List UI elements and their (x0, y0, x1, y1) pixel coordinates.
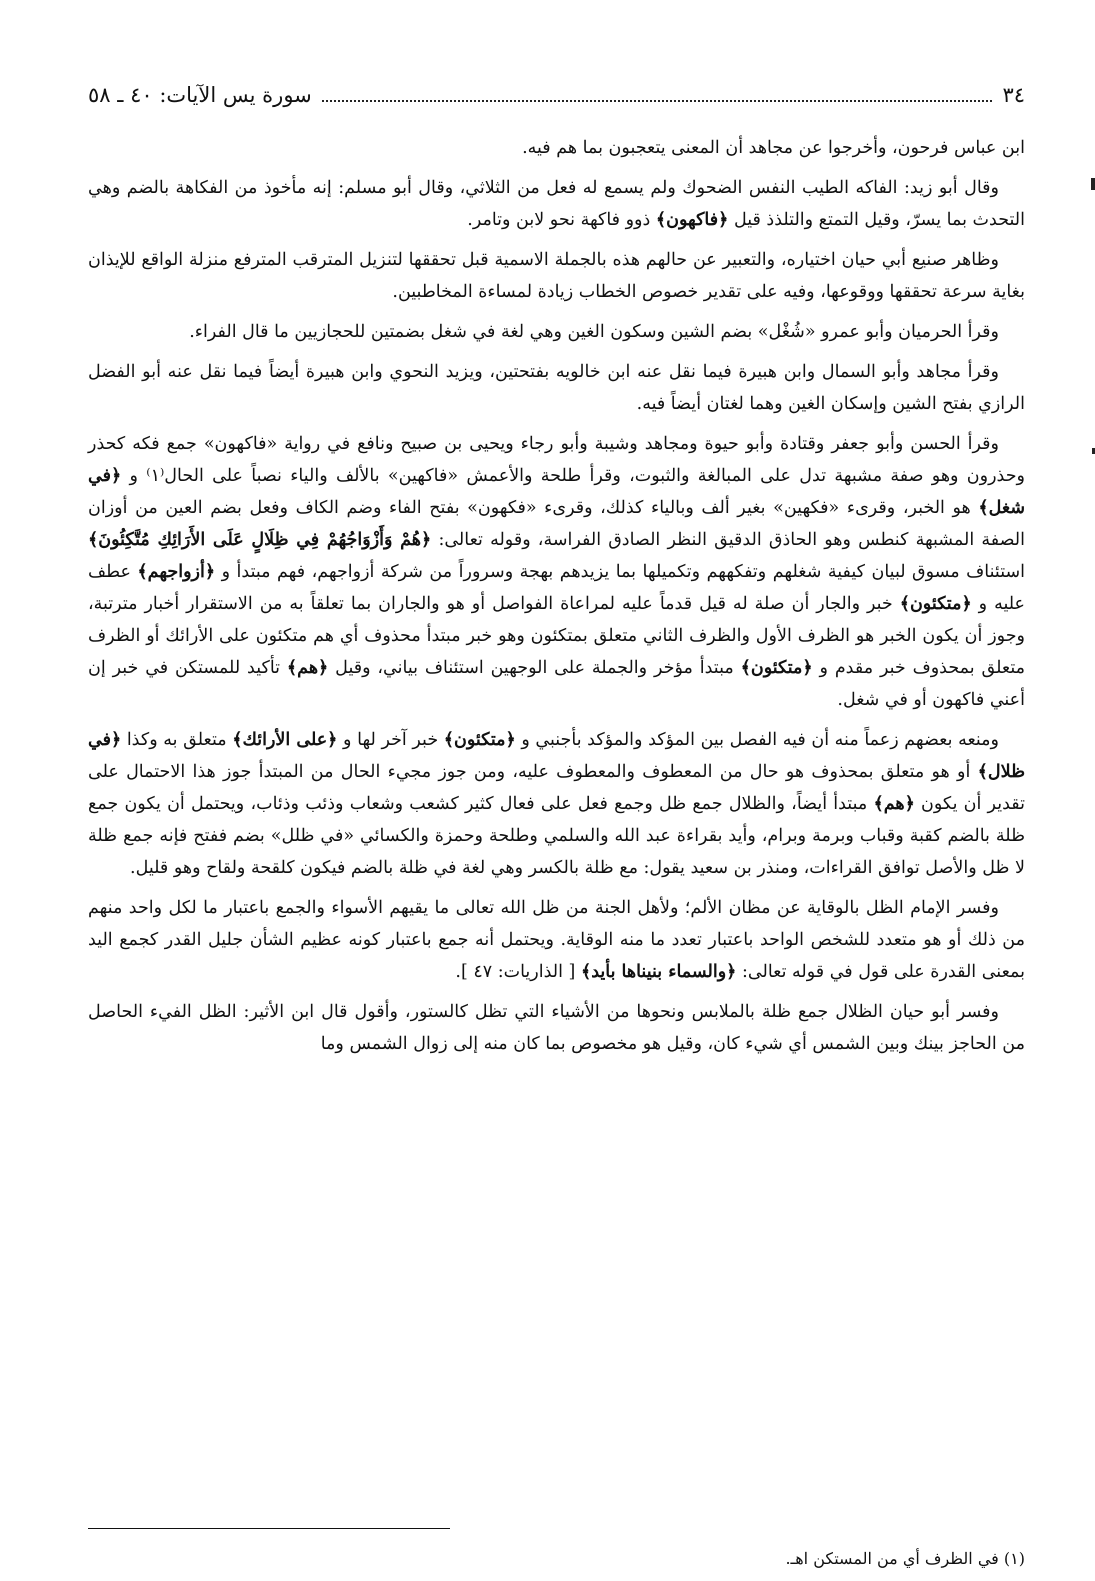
footnote-text: في الظرف أي من المستكن اهـ. (785, 1549, 999, 1568)
text-segment: وفسر الإمام الظل بالوقاية عن مظان الألم؛ ولأهل الجنة من ظل الله تعالى ما يقيهم الأسواء والجمع باعتبار ما لكل واحد منهم من ذلك أو هو متعدد للشخص الواحد باعتبار تعدد ما منه الوقاية. ويحتمل أنه جمع باعتبار كونه عظيم الشأن جليل القدر كجمع اليد بمعنى القدرة على قول في قوله تعالى: (88, 898, 1025, 982)
edge-mark (1091, 178, 1095, 190)
paragraph (88, 172, 1025, 236)
quran-quote: ﴿هم﴾ (286, 658, 329, 678)
text-segment: وقال أبو زيد: الفاكه الطيب النفس الضحوك ولم يسمع له فعل من الثلاثي، وقال أبو مسلم: إنه مأخوذ من الفكاهة بالضم وهي التحدث بما يسرّ، وقيل التمتع والتلذذ قيل (88, 178, 1025, 230)
paragraph (88, 892, 1025, 988)
paragraph: وقرأ الحرميان وأبو عمرو «شُغْل» بضم الشين وسكون الغين وهي لغة في شغل بضمتين للحجازيين ما قال الفراء. (189, 322, 999, 342)
quran-quote: ﴿هُمْ وَأَزْوَاجُهُمْ فِي ظِلَالٍ عَلَى الأَرَائِكِ مُتَّكِئُونَ﴾ (88, 530, 432, 550)
text-segment: وقرأ الحسن وأبو جعفر وقتادة وأبو حيوة ومجاهد وشيبة وأبو رجاء ويحيى بن صبيح ونافع في رواية «فاكهون» جمع فكه كحذر وحذرون وهو صفة مشبهة تدل على المبالغة والثبوت، وقرأ طلحة والأعمش «فاكهين» بالألف والياء نصباً على الحال⁽١⁾ و (88, 434, 1026, 486)
footnote (785, 1546, 1025, 1572)
quran-quote: ﴿متكئون﴾ (899, 594, 972, 614)
quran-quote: ﴿في ظلال﴾ (88, 730, 1025, 782)
quran-quote: ﴿متكئون﴾ (443, 730, 516, 750)
paragraph: ابن عباس فرحون، وأخرجوا عن مجاهد أن المعنى يتعجبون بما هم فيه. (522, 138, 1025, 158)
running-head (88, 80, 1025, 112)
paragraph: وقرأ مجاهد وأبو السمال وابن هبيرة فيما نقل عنه ابن خالويه بفتحتين، ويزيد النحوي وابن هبيرة أيضاً فيما نقل عنه أبو الفضل الرازي بفتح الشين وإسكان الغين وهما لغتان أيضاً فيه. (88, 362, 1025, 414)
text-segment: ذوو فاكهة نحو لابن وتامر. (467, 210, 656, 230)
page (88, 80, 1026, 1568)
quran-quote: ﴿هم﴾ (873, 794, 915, 814)
text-segment: أو هو متعلق بمحذوف هو حال من المعطوف والمعطوف عليه، ومن جوز مجيء الحال من المبتدأ جوز هذا الاحتمال على تقدير أن يكون (88, 762, 1025, 814)
text-segment: هو الخبر، وقرىء «فكهين» بغير ألف وبالياء كذلك، وقرىء «فكهون» بفتح الفاء وضم الكاف وفعل بضم العين من أوزان الصفة المشبهة كنطس وهو الحاذق الدقيق النظر الصادق الفراسة، وقوله تعالى: (88, 498, 1026, 550)
page-number: ٣٤ (1002, 83, 1025, 107)
paragraph: وفسر أبو حيان الظلال جمع ظلة بالملابس ونحوها من الأشياء التي تظل كالستور، وأقول قال ابن الأثير: الظل الفيء الحاصل من الحاجز بينك وبين الشمس أي شيء كان، وقيل هو مخصوص بما كان منه إلى زوال الشمس وما (88, 1002, 1025, 1054)
quran-quote: ﴿على الأرائك﴾ (232, 730, 338, 750)
footnote-number: (١) (1003, 1549, 1025, 1568)
text-segment: متعلق به وكذا (121, 730, 233, 750)
paragraph (88, 724, 1025, 884)
text-segment: مبتدأ مؤخر والجملة على الوجهين استئناف بياني، وقيل (328, 658, 741, 678)
text-segment: خبر آخر لها و (337, 730, 444, 750)
paragraph: وظاهر صنيع أبي حيان اختياره، والتعبير عن حالهم هذه بالجملة الاسمية قبل تحققها لتنزيل المترقب المترفع منزلة الواقع للإيذان بغاية سرعة تحققها ووقوعها، وفيه على تقدير خصوص الخطاب زيادة لمساءة المخاطبين. (88, 250, 1025, 302)
quran-quote: ﴿في شغل﴾ (88, 466, 1025, 518)
text-segment: استئناف مسوق لبيان كيفية شغلهم وتفكههم وتكميلها بما يزيدهم بهجة وسروراً من شركة أزواجهم، فهم مبتدأ و (215, 562, 1025, 582)
quran-quote: ﴿أزواجهم﴾ (137, 562, 216, 582)
footnote-rule (88, 1528, 450, 1529)
quran-quote: ﴿متكئون﴾ (740, 658, 813, 678)
text-segment: تأكيد للمستكن في خبر إن أعني فاكهون أو في شغل. (88, 658, 1025, 710)
text-segment: [ الذاريات: ٤٧ ]. (455, 962, 581, 982)
quran-quote: ﴿والسماء بنيناها بأيد﴾ (580, 962, 737, 982)
paragraph (88, 428, 1025, 716)
text-segment: ومنعه بعضهم زعماً منه أن فيه الفصل بين المؤكد والمؤكد بأجنبي و (515, 730, 999, 750)
text-segment: مبتدأ أيضاً، والظلال جمع ظل وجمع فعل على فعال كثير كشعب وشعاب وذئب وذئاب، ويحتمل أن يكون جمع ظلة بالضم كقبة وقباب وبرمة وبرام، وأيد بقراءة عبد الله والسلمي وطلحة وحمزة والكسائي «في ظلل» بضم ففتح فإنه جمع ظلة لا ظل والأصل توافق القراءات، ومنذر بن سعيد يقول: مع ظلة بالكسر وهي لغة في ظلة بالضم فيكون كلقحة ولقاح وهو قليل. (88, 794, 1025, 878)
text-segment: عطف عليه و (88, 562, 1025, 614)
text-segment: خبر والجار أن صلة له قيل قدماً عليه لمراعاة الفواصل أو هو والجاران بما تعلقاً به من الاستقرار أخبار مترتبة، وجوز أن يكون الخبر هو الظرف الأول والظرف الثاني متعلق بمتكئون وهو خبر مبتدأ محذوف أي هم متكئون على الأرائك أو الظرف متعلق بمحذوف خبر مقدم و (88, 594, 1025, 678)
body-text (88, 132, 1025, 1060)
quran-quote: ﴿فاكهون﴾ (655, 210, 729, 230)
surah-title: سورة يس الآيات: ٤٠ ـ ٥٨ (88, 83, 312, 107)
header-leader-dots (322, 100, 993, 102)
